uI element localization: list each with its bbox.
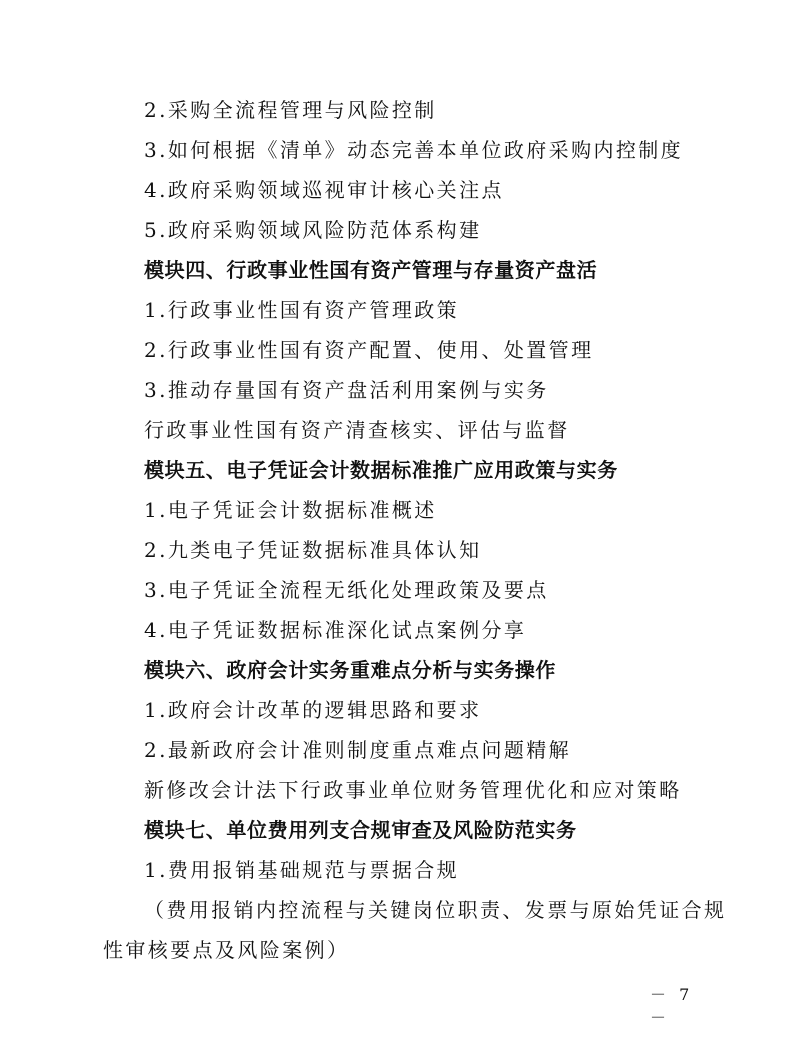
- list-item: 3.电子凭证全流程无纸化处理政策及要点: [144, 578, 549, 602]
- paragraph-line-1: （费用报销内控流程与关键岗位职责、发票与原始凭证合规: [144, 898, 727, 922]
- list-item: 1.行政事业性国有资产管理政策: [144, 298, 460, 322]
- list-item: 1.电子凭证会计数据标准概述: [144, 498, 437, 522]
- list-item: 2.行政事业性国有资产配置、使用、处置管理: [144, 338, 594, 362]
- module-heading: 模块五、电子凭证会计数据标准推广应用政策与实务: [144, 458, 618, 482]
- module-heading: 模块四、行政事业性国有资产管理与存量资产盘活: [144, 258, 598, 282]
- list-item: 3.推动存量国有资产盘活利用案例与实务: [144, 378, 549, 402]
- paragraph-line-2: 性审核要点及风险案例）: [103, 938, 350, 962]
- list-item: 5.政府采购领域风险防范体系构建: [144, 218, 482, 242]
- list-item: 1.政府会计改革的逻辑思路和要求: [144, 698, 482, 722]
- list-item: 3.如何根据《清单》动态完善本单位政府采购内控制度: [144, 138, 684, 162]
- list-item: 2.采购全流程管理与风险控制: [144, 98, 437, 122]
- page-number: － 7 －: [650, 985, 694, 1027]
- list-item: 行政事业性国有资产清查核实、评估与监督: [144, 418, 570, 442]
- list-item: 4.电子凭证数据标准深化试点案例分享: [144, 618, 527, 642]
- list-item: 1.费用报销基础规范与票据合规: [144, 858, 460, 882]
- list-item: 2.九类电子凭证数据标准具体认知: [144, 538, 482, 562]
- module-heading: 模块六、政府会计实务重难点分析与实务操作: [144, 658, 556, 682]
- module-heading: 模块七、单位费用列支合规审查及风险防范实务: [144, 818, 577, 842]
- list-item: 2.最新政府会计准则制度重点难点问题精解: [144, 738, 572, 762]
- list-item: 4.政府采购领域巡视审计核心关注点: [144, 178, 504, 202]
- list-item: 新修改会计法下行政事业单位财务管理优化和应对策略: [144, 778, 682, 802]
